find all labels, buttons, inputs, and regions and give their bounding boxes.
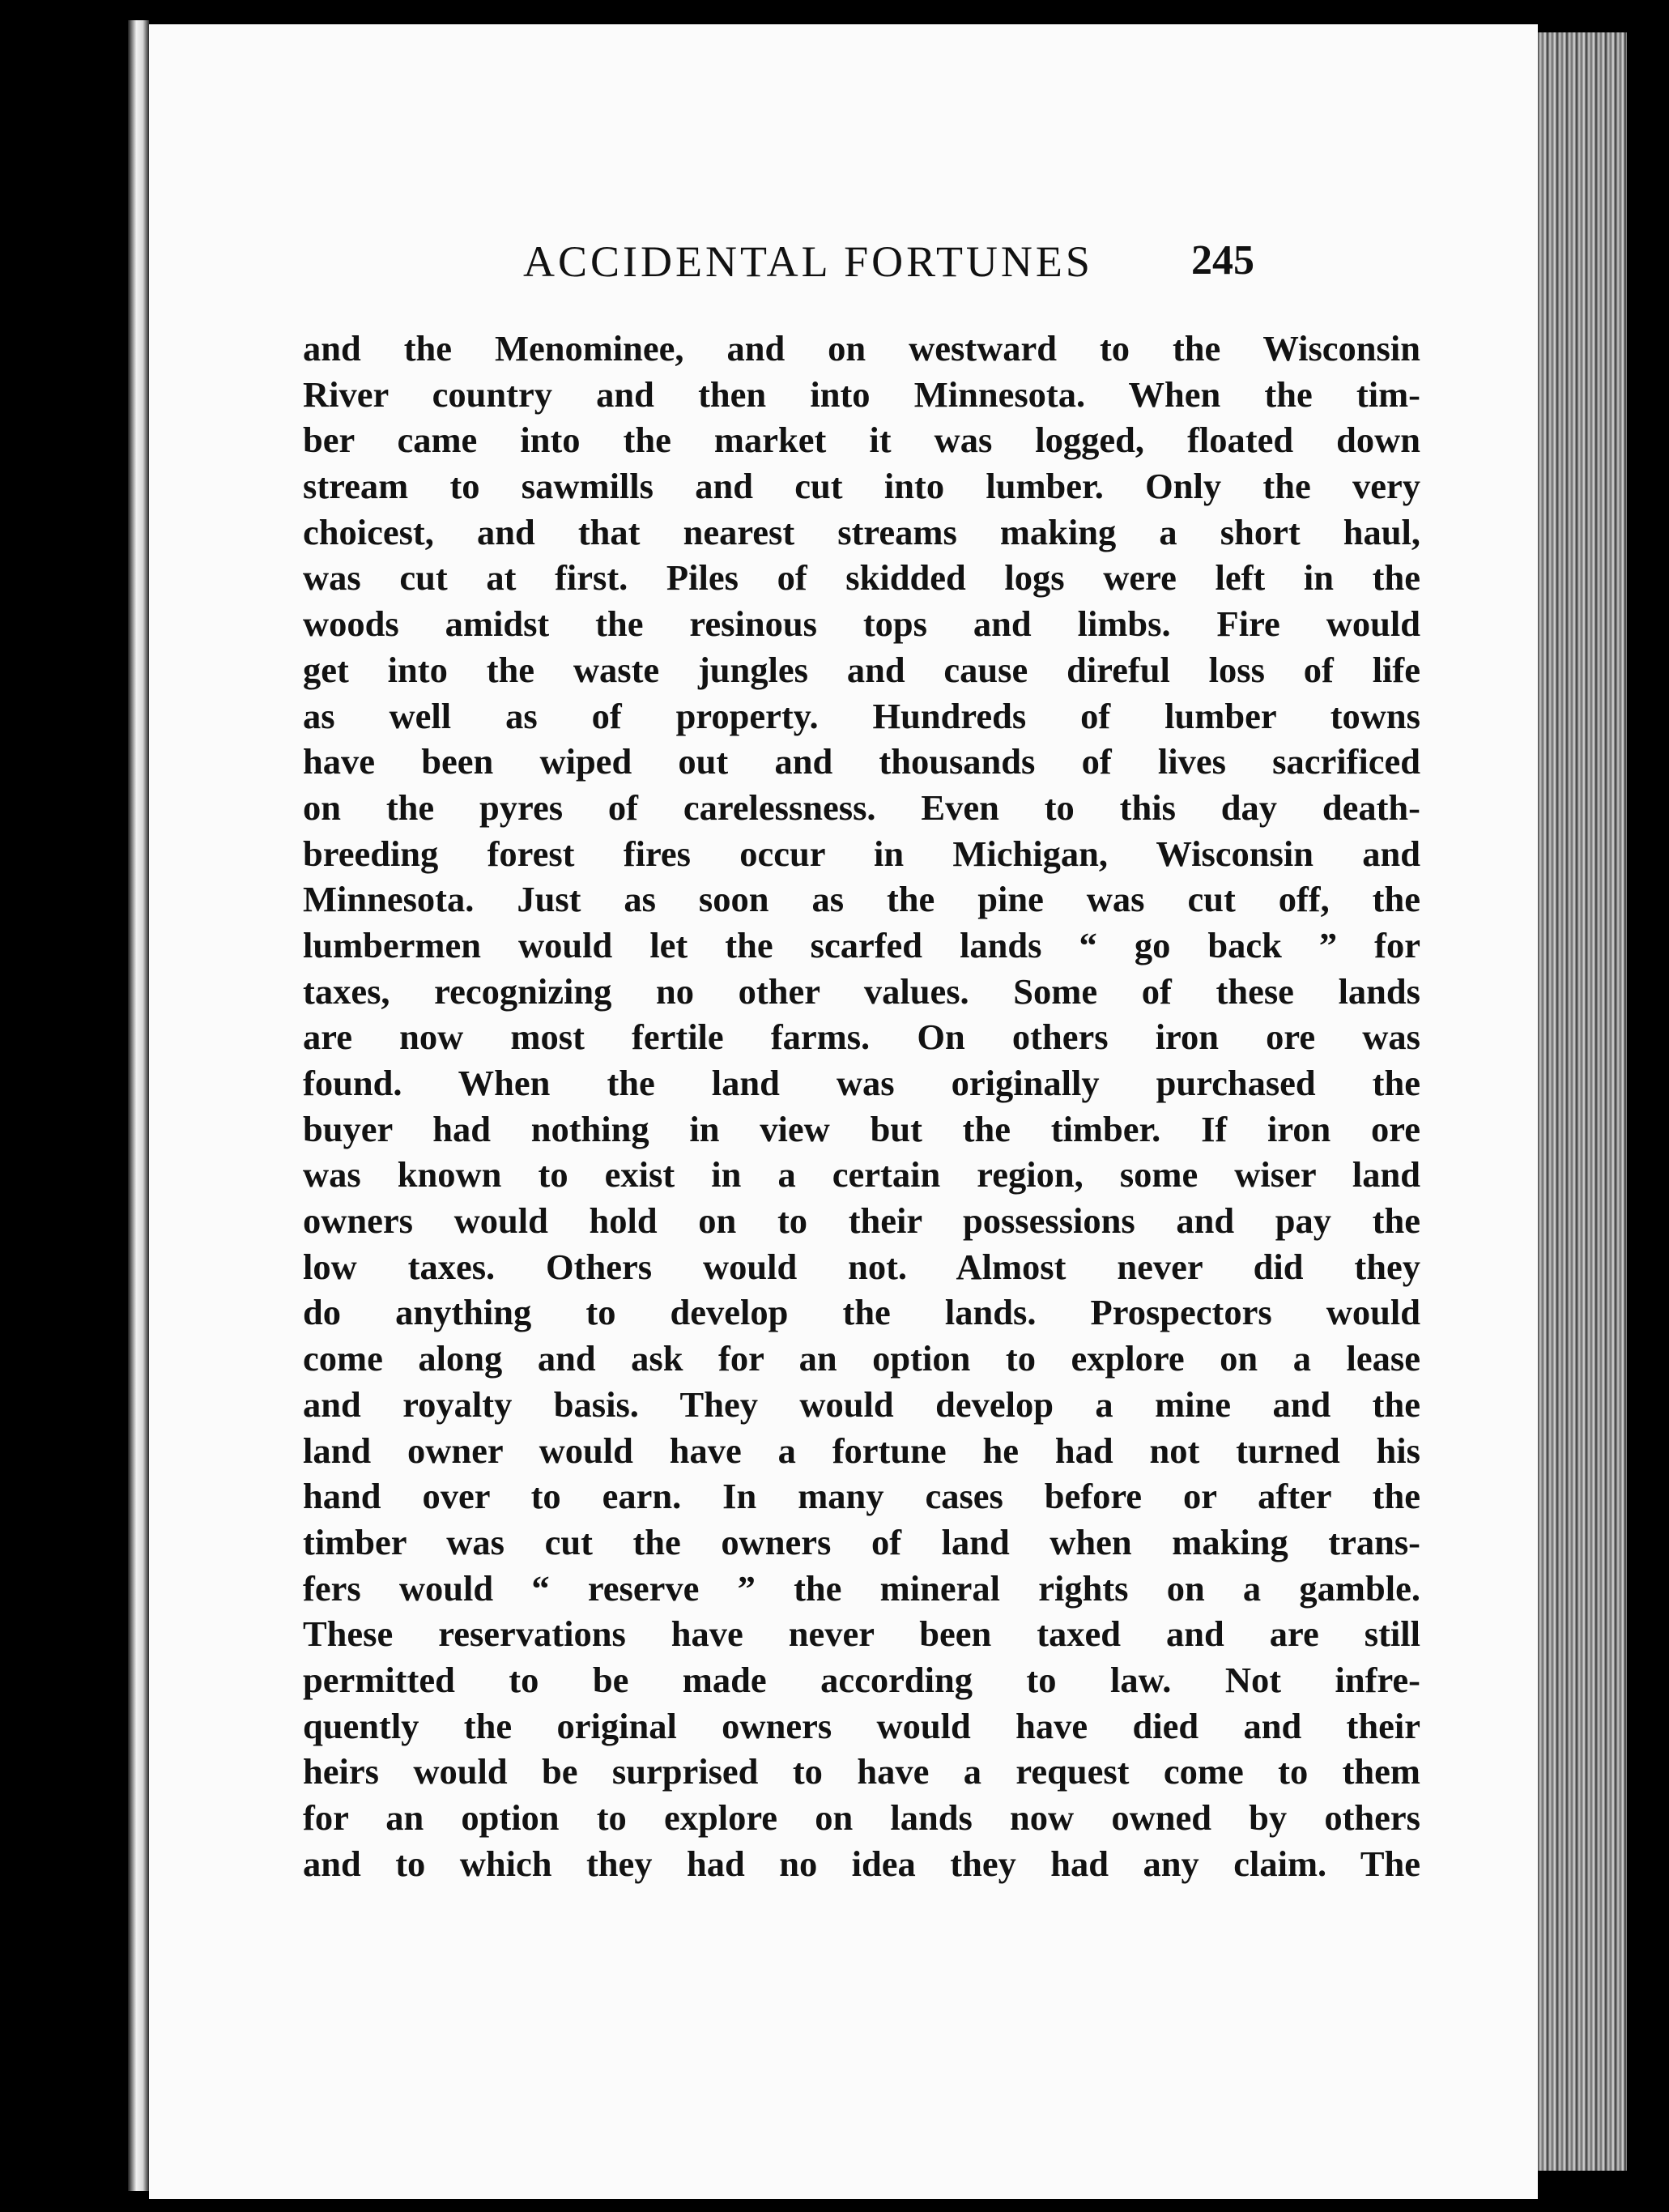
text-line: land owner would have a fortune he had not turned his [303,1430,1420,1471]
running-title: ACCIDENTAL FORTUNES [523,237,1093,286]
running-head [149,237,1538,301]
text-line: Minnesota. Just as soon as the pine was cut off, the [303,879,1420,920]
text-line: timber was cut the owners of land when making trans- [303,1521,1420,1562]
text-line: heirs would be surprised to have a request come to them [303,1751,1420,1792]
text-line: and royalty basis. They would develop a mine and the [303,1383,1420,1425]
text-line: These reservations have never been taxed and are still [303,1613,1420,1655]
text-line: low taxes. Others would not. Almost never did they [303,1246,1420,1287]
text-line: on the pyres of carelessness. Even to this day death- [303,786,1420,828]
page-stack-edge [1538,32,1627,2171]
text-line: woods amidst the resinous tops and limbs. Fire would [303,603,1420,645]
text-line: do anything to develop the lands. Prospectors would [303,1292,1420,1333]
text-line: River country and then into Minnesota. When the tim- [303,373,1420,415]
text-line: choicest, and that nearest streams making a short haul, [303,511,1420,552]
text-line: come along and ask for an option to explore on a lease [303,1338,1420,1379]
book-page [149,24,1538,2199]
text-line: was cut at first. Piles of skidded logs were left in the [303,557,1420,599]
text-line: hand over to earn. In many cases before or after the [303,1476,1420,1517]
text-line: quently the original owners would have died and their [303,1705,1420,1746]
text-line: fers would “ reserve ” the mineral rights on a gamble. [303,1567,1420,1609]
text-line: have been wiped out and thousands of lives sacrificed [303,741,1420,782]
text-line: permitted to be made according to law. Not infre- [303,1659,1420,1700]
text-line: was known to exist in a certain region, some wiser land [303,1154,1420,1196]
text-line: buyer had nothing in view but the timber. If iron ore [303,1108,1420,1149]
text-line: as well as of property. Hundreds of lumber towns [303,695,1420,736]
text-line: stream to sawmills and cut into lumber. Only the very [303,466,1420,507]
text-line: for an option to explore on lands now owned by others [303,1797,1420,1838]
text-line: owners would hold on to their possessions and pay the [303,1200,1420,1242]
text-line: lumbermen would let the scarfed lands “ go back ” for [303,924,1420,965]
text-line: and to which they had no idea they had any claim. The [303,1843,1420,1884]
body-text [303,326,1420,1886]
text-line: get into the waste jungles and cause direful loss of life [303,649,1420,690]
book-gutter [128,20,149,2191]
text-line: ber came into the market it was logged, floated down [303,420,1420,461]
text-line: and the Menominee, and on westward to the Wisconsin [303,328,1420,369]
text-line: are now most fertile farms. On others iron ore was [303,1016,1420,1058]
text-line: taxes, recognizing no other values. Some of these lands [303,970,1420,1012]
text-line: breeding forest fires occur in Michigan, Wisconsin and [303,833,1420,874]
page-number: 245 [1191,237,1254,283]
text-line: found. When the land was originally purchased the [303,1063,1420,1103]
